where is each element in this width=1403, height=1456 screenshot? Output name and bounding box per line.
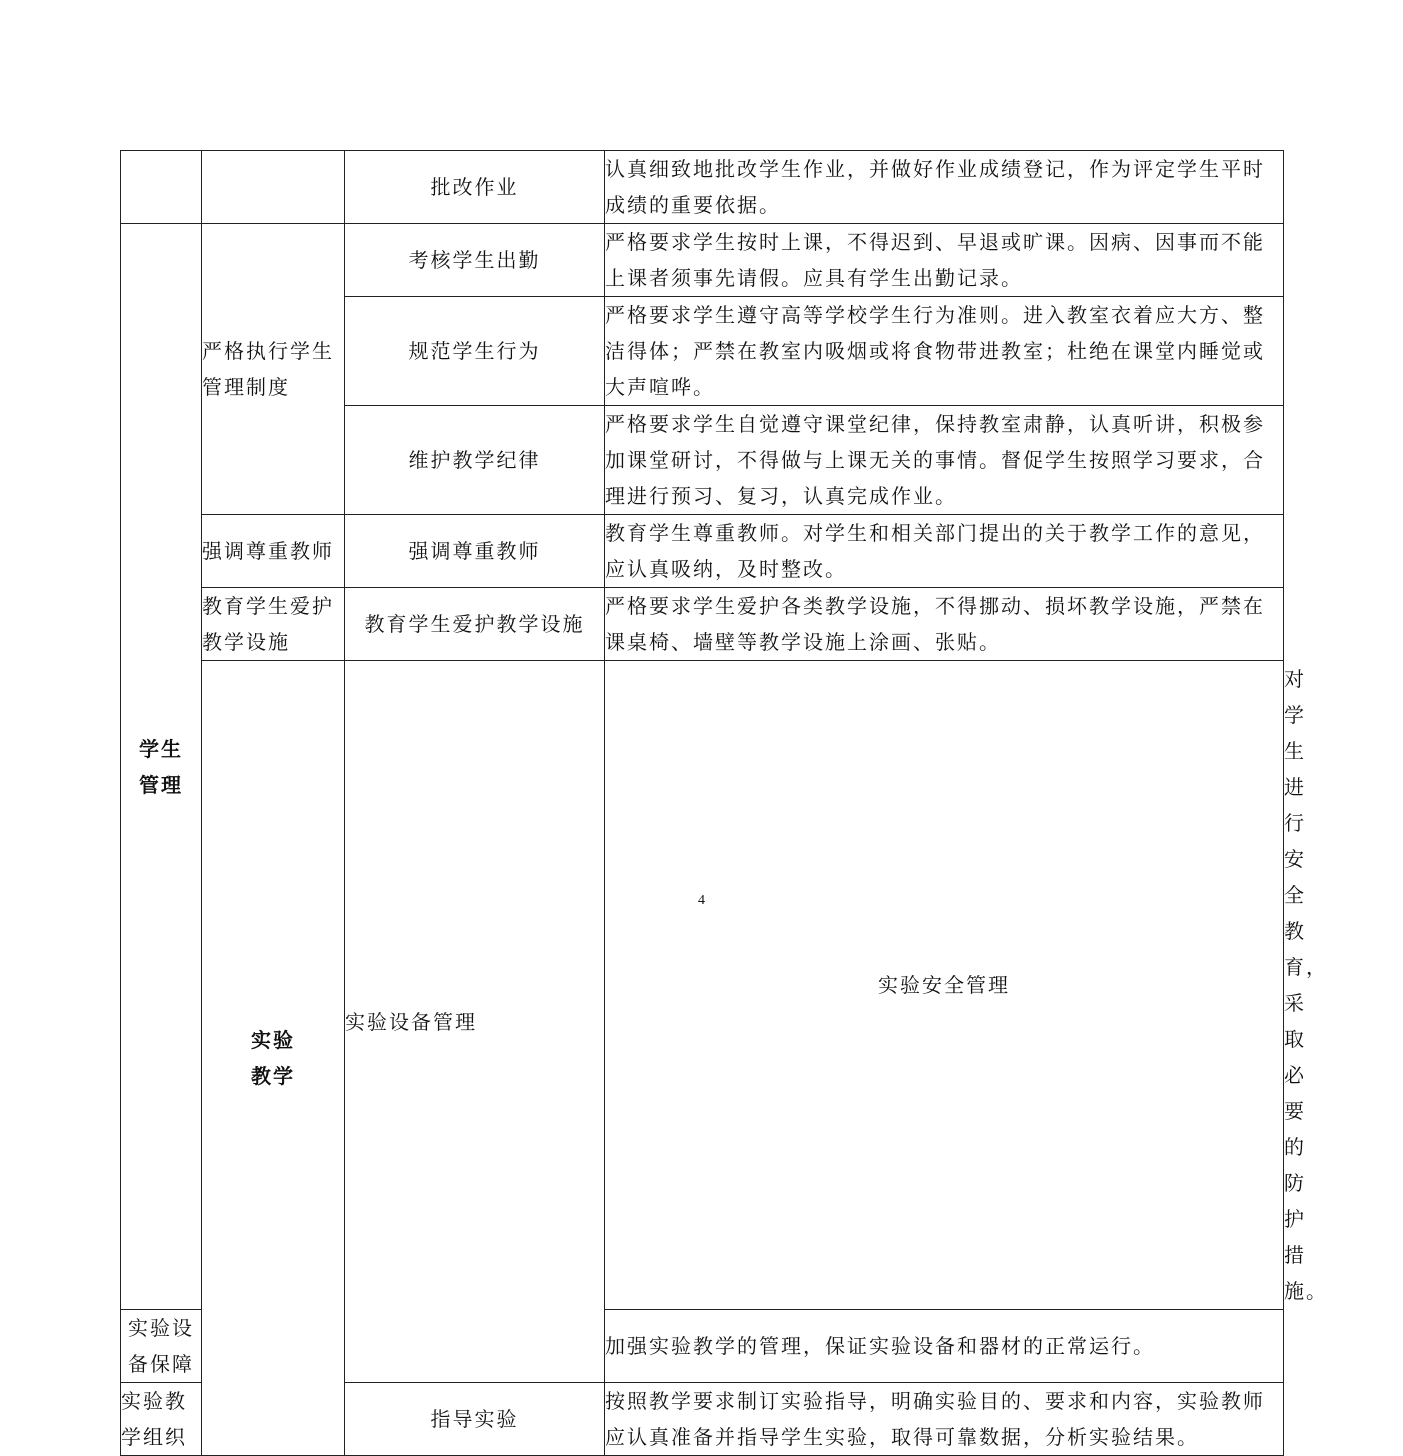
regulation-table <box>120 150 1328 1456</box>
item-cell: 考核学生出勤 <box>345 224 605 297</box>
item-cell: 维护教学纪律 <box>345 406 605 515</box>
description-cell: 认真细致地批改学生作业，并做好作业成绩登记，作为评定学生平时成绩的重要依据。 <box>605 151 1284 224</box>
table-row: 实验教学 实验设备管理 实验安全管理 对学生进行安全教育，采取必要的防护措施。 <box>121 661 1284 1310</box>
item-cell: 教育学生爱护教学设施 <box>345 588 605 661</box>
category-cell <box>121 224 202 1310</box>
page-number: 4 <box>698 893 705 908</box>
item-cell: 批改作业 <box>345 151 605 224</box>
item-cell: 实验安全管理 <box>605 661 1284 1310</box>
item-cell: 规范学生行为 <box>345 297 605 406</box>
subcategory-cell: 教育学生爱护教学设施 <box>202 588 345 661</box>
description-cell: 严格要求学生按时上课，不得迟到、早退或旷课。因病、因事而不能上课者须事先请假。应具有学生出勤记录。 <box>605 224 1284 297</box>
description-cell: 严格要求学生爱护各类教学设施，不得挪动、损坏教学设施，严禁在课桌椅、墙壁等教学设施上涂画、张贴。 <box>605 588 1284 661</box>
subcategory-cell-empty <box>202 151 345 224</box>
description-cell: 按照教学要求制订实验指导，明确实验目的、要求和内容，实验教师应认真准备并指导学生实验，取得可靠数据，分析实验结果。 <box>605 1383 1284 1456</box>
category-label: 实验教学 <box>251 1028 295 1088</box>
table-row <box>121 151 1284 224</box>
subcategory-cell: 实验设备管理 <box>345 661 605 1383</box>
category-cell-empty <box>121 151 202 224</box>
description-cell: 严格要求学生自觉遵守课堂纪律，保持教室肃静，认真听讲，积极参加课堂研讨，不得做与上课无关的事情。督促学生按照学习要求，合理进行预习、复习，认真完成作业。 <box>605 406 1284 515</box>
description-cell: 加强实验教学的管理，保证实验设备和器材的正常运行。 <box>605 1310 1284 1383</box>
subcategory-cell: 实验教学组织 <box>121 1383 202 1456</box>
subcategory-cell: 严格执行学生管理制度 <box>202 224 345 515</box>
description-cell: 严格要求学生遵守高等学校学生行为准则。进入教室衣着应大方、整洁得体；严禁在教室内吸烟或将食物带进教室；杜绝在课堂内睡觉或大声喧哗。 <box>605 297 1284 406</box>
table-row <box>121 515 1284 588</box>
description-cell: 教育学生尊重教师。对学生和相关部门提出的关于教学工作的意见，应认真吸纳，及时整改。 <box>605 515 1284 588</box>
item-cell: 强调尊重教师 <box>345 515 605 588</box>
category-cell <box>202 661 345 1456</box>
table-row <box>121 224 1284 297</box>
subcategory-cell: 强调尊重教师 <box>202 515 345 588</box>
item-cell: 指导实验 <box>345 1383 605 1456</box>
category-label: 学生管理 <box>139 736 183 797</box>
table-row <box>121 588 1284 661</box>
item-cell: 实验设备保障 <box>121 1310 202 1383</box>
